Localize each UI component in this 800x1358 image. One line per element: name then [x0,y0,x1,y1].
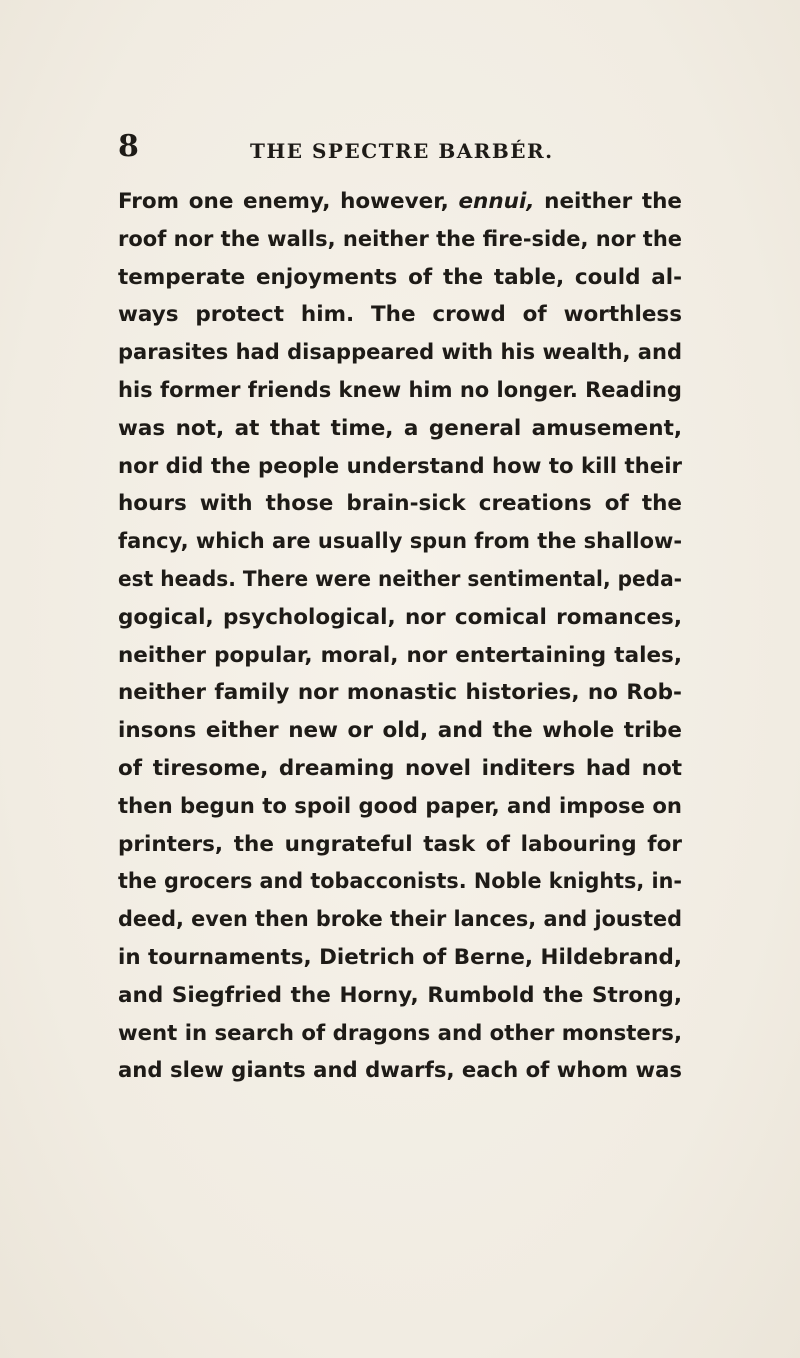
text-line: parasites had disappeared with his wealth, and [118,340,682,366]
body-text [118,183,682,1090]
text-line: and Siegfried the Horny, Rumbold the Strong, [118,982,682,1008]
text-line: deed, even then broke their lances, and jousted [118,907,683,933]
text-line: the grocers and tobacconists. Noble knights, in- [118,869,682,895]
text-line: From one enemy, however, ennui, neither the [118,189,682,214]
text-line: est heads. There were neither sentimental, peda- [118,566,683,592]
text-line: gogical, psychological, nor comical romances, [118,604,682,630]
text-line: of tiresome, dreaming novel inditers had not [118,755,682,781]
text-line: hours with those brain-sick creations of the [118,491,682,517]
text-line: in tournaments, Dietrich of Berne, Hildebrand, [118,944,683,970]
text-line: temperate enjoyments of the table, could al- [118,264,682,290]
running-title: THE SPECTRE BARBÉR. [250,139,554,163]
text-line: ways protect him. The crowd of worthless [118,302,683,328]
text-line: neither popular, moral, nor entertaining tales, [118,642,682,668]
text-line: printers, the ungrateful task of labouring for [118,831,683,857]
text-line: then begun to spoil good paper, and impose on [118,793,683,819]
text-line: insons either new or old, and the whole tribe [118,718,682,744]
text-line: went in search of dragons and other monsters, [118,1020,683,1046]
text-line: fancy, which are usually spun from the shallow- [118,529,683,555]
page-number: 8 [118,129,139,164]
text-line: was not, at that time, a general amusement, [118,415,683,441]
text-line: and slew giants and dwarfs, each of whom was [118,1058,683,1084]
running-head [118,129,678,172]
text-line: nor did the people understand how to kill their [118,453,682,479]
text-line: roof nor the walls, neither the fire-side, nor the [118,226,682,252]
italic-word: ennui, [458,189,535,214]
text-line: his former friends knew him no longer. Reading [118,377,682,403]
text-line: neither family nor monastic histories, no Rob- [118,680,682,706]
